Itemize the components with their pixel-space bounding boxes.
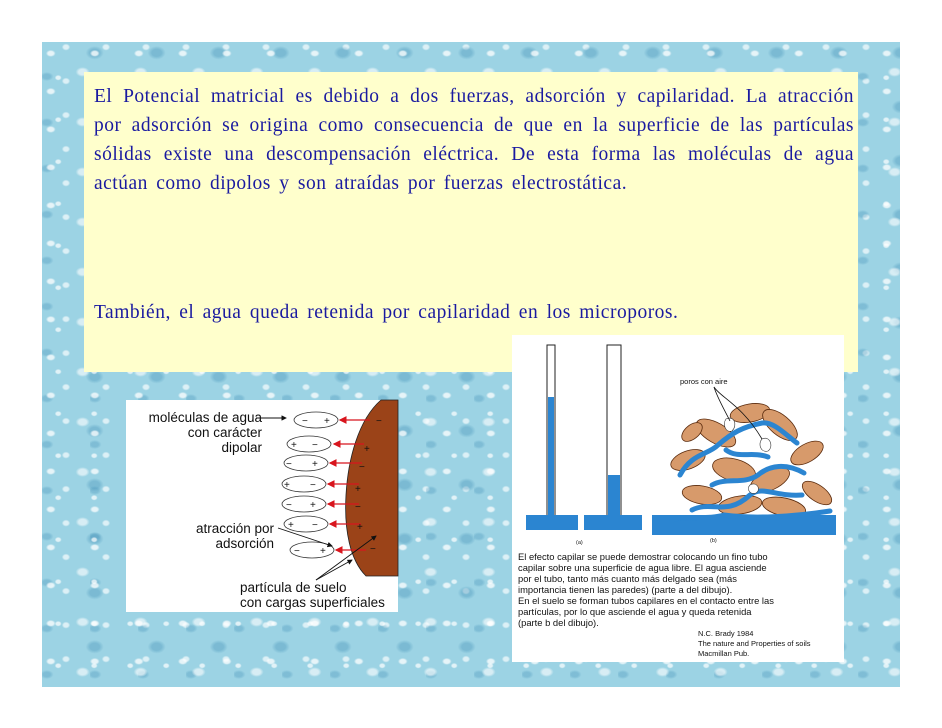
svg-text:+: + — [324, 416, 330, 427]
svg-text:+: + — [310, 500, 316, 511]
svg-text:−: − — [370, 544, 376, 555]
molecules-label: moléculas de agua con carácter dipolar — [148, 410, 262, 455]
svg-text:−: − — [312, 520, 318, 531]
capillarity-caption: El efecto capilar se puede demostrar colocando un fino tubo capilar sobre una superficie de agua libre. El agua asciende por el tubo, tanto más cuanto más delgado sea (más importancia tienen las paredes) (parte a del dibujo). En el suelo se forman tubos capilares en el contacto entre las partículas, por lo que asciende el agua y queda retenida (parte b del dibujo). — [518, 551, 774, 628]
svg-text:−: − — [355, 502, 361, 513]
paragraph-capillarity: También, el agua queda retenida por capilaridad en los microporos. — [94, 302, 679, 323]
attraction-label: atracción por adsorción — [195, 521, 274, 551]
svg-text:−: − — [359, 462, 365, 473]
svg-text:+: + — [312, 459, 318, 470]
particle-label: partícula de suelo con cargas superficiales — [240, 580, 385, 610]
capillary-tubes — [547, 345, 621, 522]
svg-text:−: − — [302, 416, 308, 427]
capillarity-figure — [512, 335, 844, 662]
svg-text:+: + — [357, 522, 363, 533]
part-b-label: (b) — [710, 538, 717, 544]
svg-text:+: + — [288, 520, 294, 531]
svg-text:−: − — [286, 500, 292, 511]
svg-text:+: + — [284, 480, 290, 491]
svg-text:+: + — [364, 444, 370, 455]
pores-label: poros con aire — [680, 377, 728, 386]
svg-text:−: − — [310, 480, 316, 491]
part-a-label: (a) — [576, 540, 583, 546]
svg-text:+: + — [291, 440, 297, 451]
source-credit: N.C. Brady 1984 The nature and Properties of soils Macmillan Pub. — [698, 629, 811, 658]
svg-text:−: − — [286, 459, 292, 470]
svg-text:+: + — [320, 546, 326, 557]
paragraph-matric-potential: El Potencial matricial es debido a dos fuerzas, adsorción y capilaridad. La atracción por adsorción se origina como consecuencia de que en la superficie de las partículas sólidas existe una descompensación eléctrica. De esta forma las moléculas de agua actúan como dipolos y son atraídas por fuerzas electrostática. — [94, 86, 854, 194]
adsorption-figure — [126, 400, 398, 612]
svg-text:+: + — [355, 484, 361, 495]
svg-text:−: − — [294, 546, 300, 557]
svg-text:−: − — [312, 440, 318, 451]
svg-text:−: − — [376, 416, 382, 427]
